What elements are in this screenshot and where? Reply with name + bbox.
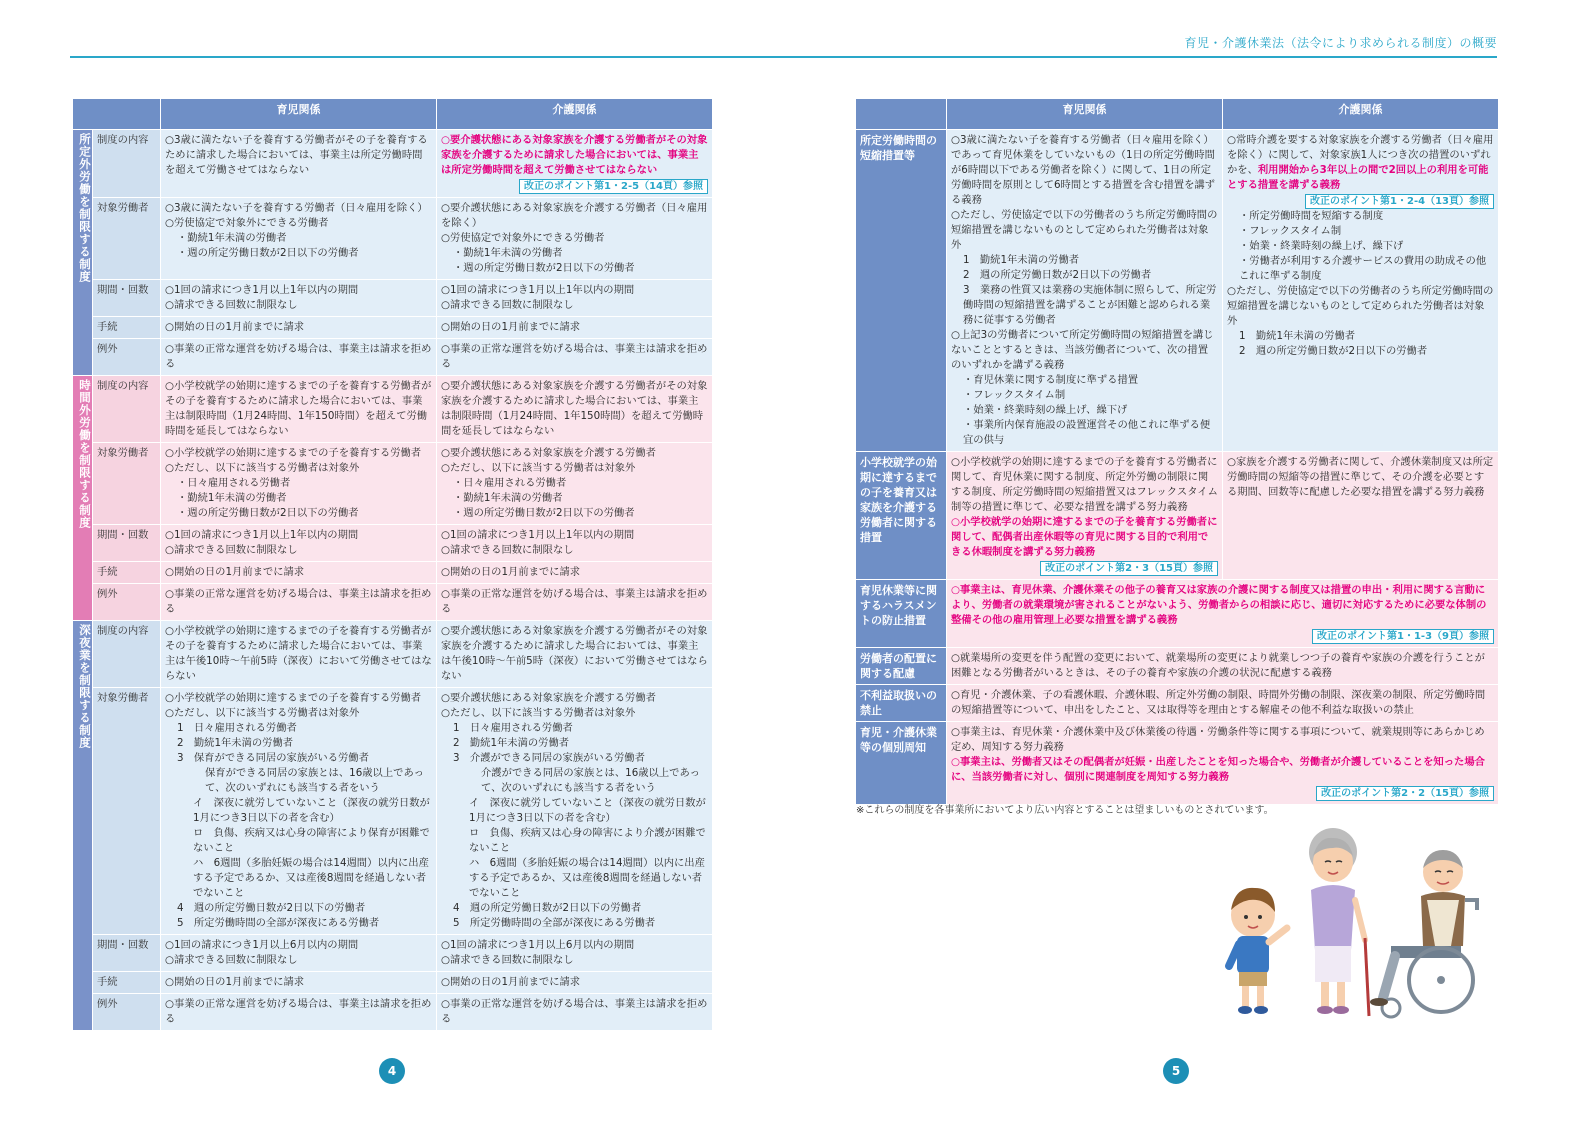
cell-line: ○要介護状態にある対象家族を介護する労働者（日々雇用を除く）: [441, 202, 708, 229]
cell-line: 1 日々雇用される労働者: [453, 722, 573, 734]
cell-line: ○開始の日の1月前までに請求: [165, 321, 305, 333]
cell-line: 2 週の所定労働日数が2日以下の労働者: [963, 269, 1152, 281]
section-title: 時間外労働を制限する制度: [78, 379, 92, 529]
cell-ikuji: [161, 994, 437, 1031]
cell-line: ○要介護状態にある対象家族を介護する労働者: [441, 692, 656, 704]
row-label: 不利益取扱いの禁止: [856, 685, 947, 722]
table-corner: [73, 99, 161, 130]
table-row: [73, 688, 713, 935]
table-row: [73, 621, 713, 688]
cell-line: ○事業の正常な運営を妨げる場合は、事業主は請求を拒める: [165, 998, 432, 1025]
row-label: 制度の内容: [93, 130, 161, 198]
cell-line: ○3歳に満たない子を養育する労働者（日々雇用を除く）であって育児休業をしていないもの（1日の所定労働時間が6時間以下である労働者を除く）に関して、1日の所定労働時間を原則として6時間とする措置を含む措置を講ずる義務: [951, 134, 1215, 206]
cell-line: ○要介護状態にある対象家族を介護する労働者がその対象家族を介護するために請求した場合においては、事業主は制限時間（1月24時間、1年150時間）を超えて労働時間を延長してはならない: [441, 380, 708, 437]
cell-line: ○請求できる回数に制限なし: [165, 299, 298, 311]
cell-line: ○事業の正常な運営を妨げる場合は、事業主は請求を拒める: [165, 343, 432, 370]
table-row: [73, 339, 713, 376]
cell-kaigo: [437, 994, 713, 1031]
cell-ikuji: [161, 584, 437, 621]
cell-line: ・育児休業に関する制度に準ずる措置: [963, 374, 1139, 386]
table-row: [856, 648, 1499, 685]
table-row: [73, 584, 713, 621]
left-overview-table: [72, 98, 713, 1031]
row-label: 例外: [93, 339, 161, 376]
cell-line: ○事業の正常な運営を妨げる場合は、事業主は請求を拒める: [165, 588, 432, 615]
cell-line: ハ 6週間（多胎妊娠の場合は14週間）以内に出産する予定であるか、又は産後8週間を経過しない者でないこと: [193, 857, 429, 899]
row-label: 期間・回数: [93, 280, 161, 317]
reform-point-link[interactable]: 改正のポイント第1・2-4（13頁）参照: [1305, 194, 1494, 209]
cell-text: ○常時介護を要する対象家族を介護する労働者（日々雇用を除く）に関して、対象家族1人につき次の措置のいずれかを、: [1227, 134, 1494, 176]
cell-kaigo: [437, 972, 713, 994]
cell-merged: [947, 580, 1499, 648]
cell-ikuji: [161, 317, 437, 339]
cell-line: ○請求できる回数に制限なし: [165, 544, 298, 556]
table-row: [73, 376, 713, 443]
cell-line: 5 所定労働時間の全部が深夜にある労働者: [177, 917, 380, 929]
page-number-right: 5: [1163, 1058, 1189, 1084]
cell-line: ・週の所定労働日数が2日以下の労働者: [177, 507, 359, 519]
cell-line: ・所定労働時間を短縮する制度: [1239, 210, 1384, 222]
table-row: [73, 198, 713, 280]
cell-line: ○1回の請求につき1月以上6月以内の期間: [165, 939, 359, 951]
amended-text: 利用開始から3年以上の間で2回以上の利用を可能とする措置を講ずる義務: [1227, 164, 1489, 191]
row-label: 手続: [93, 317, 161, 339]
reform-point-link[interactable]: 改正のポイント第2・3（15頁）参照: [1040, 561, 1218, 576]
grandmother-figure: [1309, 828, 1369, 1016]
family-illustration: [1215, 820, 1505, 1025]
cell-line: ○ただし、以下に該当する労働者は対象外: [441, 707, 636, 719]
cell-kaigo: [437, 688, 713, 935]
row-label: 対象労働者: [93, 443, 161, 525]
amended-text: ○事業主は、労働者又はその配偶者が妊娠・出産したことを知った場合や、労働者が介護していることを知った場合に、当該労働者に対し、個別に関連制度を周知する努力義務: [951, 756, 1485, 783]
row-label: 手続: [93, 562, 161, 584]
row-label: 期間・回数: [93, 525, 161, 562]
grandfather-wheelchair-figure: [1370, 850, 1477, 1017]
cell-kaigo: [1223, 130, 1499, 452]
cell-kaigo: [437, 584, 713, 621]
row-label: 対象労働者: [93, 688, 161, 935]
cell-text: ○小学校就学の始期に達するまでの子を養育する労働者に関して、育児休業に関する制度、所定外労働の制限に関する制度、所定労働時間の短縮措置又はフレックスタイム制等の措置に準じて、必要な措置を講ずる努力義務: [951, 456, 1218, 513]
section-title: 所定外労働を制限する制度: [78, 133, 92, 283]
cell-ikuji: [161, 198, 437, 280]
cell-line: 4 週の所定労働日数が2日以下の労働者: [453, 902, 642, 914]
cell-line: 4 週の所定労働日数が2日以下の労働者: [177, 902, 366, 914]
cell-line: ○要介護状態にある対象家族を介護する労働者: [441, 447, 656, 459]
cell-line: ・フレックスタイム制: [963, 389, 1066, 401]
cell-line: 保育ができる同居の家族とは、16歳以上であって、次のいずれにも該当する者をいう: [205, 767, 424, 794]
row-label: 例外: [93, 584, 161, 621]
cell-kaigo: [437, 130, 713, 198]
cell-line: 3 保育ができる同居の家族がいる労働者: [177, 752, 369, 764]
row-label: 育児休業等に関するハラスメントの防止措置: [856, 580, 947, 648]
row-label: 育児・介護休業等の個別周知: [856, 722, 947, 805]
table-row: [73, 525, 713, 562]
cell-line: ロ 負傷、疾病又は心身の障害により保育が困難でないこと: [193, 827, 430, 854]
table-row: [856, 580, 1499, 648]
cell-line: ・フレックスタイム制: [1239, 225, 1342, 237]
cell-line: ・労働者が利用する介護サービスの費用の助成その他これに準ずる制度: [1239, 255, 1487, 282]
cell-line: ・週の所定労働日数が2日以下の労働者: [177, 247, 359, 259]
table-corner: [856, 99, 947, 130]
table-row: [73, 317, 713, 339]
cell-line: ○開始の日の1月前までに請求: [441, 976, 581, 988]
cell-ikuji: [161, 339, 437, 376]
page-number-left: 4: [379, 1058, 405, 1084]
table-row: [73, 130, 713, 198]
cell-kaigo: [437, 621, 713, 688]
row-label: 労働者の配置に関する配慮: [856, 648, 947, 685]
cell-text: ○事業主は、育児休業・介護休業中及び休業後の待遇・労働条件等に関する事項について、就業規則等にあらかじめ定め、周知する努力義務: [951, 726, 1485, 753]
row-label: 期間・回数: [93, 935, 161, 972]
cell-kaigo: [437, 198, 713, 280]
table-row: [73, 280, 713, 317]
cell-line: ・勤続1年未満の労働者: [453, 492, 563, 504]
cell-line: ○労使協定で対象外にできる労働者: [441, 232, 605, 244]
header-title: 育児・介護休業法（法令により求められる制度）の概要: [1184, 36, 1497, 50]
cell-ikuji: [161, 525, 437, 562]
cell-kaigo: [437, 443, 713, 525]
cell-line: ○ただし、労使協定で以下の労働者のうち所定労働時間の短縮措置を講じないものとして定められた労働者は対象外: [1227, 285, 1494, 327]
cell-line: 1 勤続1年未満の労働者: [963, 254, 1080, 266]
amended-text: ○小学校就学の始期に達するまでの子を養育する労働者に関して、配偶者出産休暇等の育児に関する目的で利用できる休暇制度を講ずる努力義務: [951, 516, 1218, 558]
cell-line: ・日々雇用される労働者: [453, 477, 567, 489]
cell-line: ロ 負傷、疾病又は心身の障害により介護が困難でないこと: [469, 827, 706, 854]
cell-line: ○1回の請求につき1月以上1年以内の期間: [441, 529, 635, 541]
cell-kaigo: [437, 525, 713, 562]
cell-line: 2 勤続1年未満の労働者: [453, 737, 570, 749]
cell-line: 1 日々雇用される労働者: [177, 722, 297, 734]
cell-kaigo: [437, 280, 713, 317]
row-label: 手続: [93, 972, 161, 994]
cell-ikuji: [947, 130, 1223, 452]
table-row: [856, 722, 1499, 805]
cell-ikuji: [161, 376, 437, 443]
child-figure: [1229, 888, 1287, 1014]
cell-kaigo: [1223, 452, 1499, 580]
cell-line: ○請求できる回数に制限なし: [441, 954, 574, 966]
cell-ikuji: [161, 443, 437, 525]
column-header-kaigo: 介護関係: [1223, 99, 1499, 130]
cell-ikuji: [161, 130, 437, 198]
cell-ikuji: [161, 621, 437, 688]
cell-text: ○育児・介護休業、子の看護休暇、介護休暇、所定外労働の制限、時間外労働の制限、深夜業の制限、所定労働時間の短縮措置等について、申出をしたこと、又は取得等を理由とする解雇その他不利益な取扱いの禁止: [951, 689, 1486, 716]
cell-line: ○開始の日の1月前までに請求: [441, 566, 581, 578]
table-row: [856, 130, 1499, 452]
cell-line: ○上記3の労働者について所定労働時間の短縮措置を講じないこととするときは、当該労働者について、次の措置のいずれかを講ずる義務: [951, 329, 1214, 371]
cell-line: ○ただし、以下に該当する労働者は対象外: [165, 462, 360, 474]
reform-point-link[interactable]: 改正のポイント第1・2-5（14頁）参照: [519, 179, 708, 194]
cell-line: ○ただし、以下に該当する労働者は対象外: [441, 462, 636, 474]
cell-ikuji: [947, 452, 1223, 580]
cell-line: ○1回の請求につき1月以上1年以内の期間: [441, 284, 635, 296]
amended-text: ○要介護状態にある対象家族を介護する労働者がその対象家族を介護するために請求した場合においては、事業主は所定労働時間を超えて労働させてはならない: [441, 134, 708, 176]
cell-line: ○開始の日の1月前までに請求: [165, 566, 305, 578]
reform-point-link[interactable]: 改正のポイント第2・2（15頁）参照: [1316, 786, 1494, 801]
cell-ikuji: [161, 935, 437, 972]
row-label: 対象労働者: [93, 198, 161, 280]
cell-line: ○小学校就学の始期に達するまでの子を養育する労働者: [165, 692, 422, 704]
cell-merged: [947, 685, 1499, 722]
cell-ikuji: [161, 280, 437, 317]
table-row: [73, 935, 713, 972]
cell-line: ○3歳に満たない子を養育する労働者（日々雇用を除く）: [165, 202, 428, 214]
cell-line: イ 深夜に就労していないこと（深夜の就労日数が1月につき3日以下の者を含む）: [469, 797, 706, 824]
cell-line: ○請求できる回数に制限なし: [441, 544, 574, 556]
cell-line: ハ 6週間（多胎妊娠の場合は14週間）以内に出産する予定であるか、又は産後8週間を経過しない者でないこと: [469, 857, 705, 899]
cell-line: ○3歳に満たない子を養育する労働者がその子を養育するために請求した場合においては、事業主は所定労働時間を超えて労働させてはならない: [165, 134, 428, 176]
cell-line: 2 週の所定労働日数が2日以下の労働者: [1239, 345, 1428, 357]
cell-line: イ 深夜に就労していないこと（深夜の就労日数が1月につき3日以下の者を含む）: [193, 797, 430, 824]
cell-line: ・週の所定労働日数が2日以下の労働者: [453, 262, 635, 274]
row-label: 所定労働時間の短縮措置等: [856, 130, 947, 452]
header-divider: [70, 56, 1497, 58]
cell-kaigo: [437, 376, 713, 443]
cell-line: ○請求できる回数に制限なし: [165, 954, 298, 966]
cell-line: ・勤続1年未満の労働者: [177, 492, 287, 504]
cell-line: 1 勤続1年未満の労働者: [1239, 330, 1356, 342]
cell-line: ○小学校就学の始期に達するまでの子を養育する労働者がその子を養育するために請求した場合においては、事業主は午後10時〜午前5時（深夜）において労働させてはならない: [165, 625, 432, 682]
cell-line: ・事業所内保育施設の設置運営その他これに準ずる便宜の供与: [963, 419, 1211, 446]
table-row: [73, 972, 713, 994]
cell-line: ○事業の正常な運営を妨げる場合は、事業主は請求を拒める: [441, 998, 708, 1025]
right-overview-table: [855, 98, 1499, 805]
cell-line: ○開始の日の1月前までに請求: [441, 321, 581, 333]
cell-line: ○小学校就学の始期に達するまでの子を養育する労働者: [165, 447, 422, 459]
table-row: [856, 452, 1499, 580]
cell-line: ○小学校就学の始期に達するまでの子を養育する労働者がその子を養育するために請求した場合においては、事業主は制限時間（1月24時間、1年150時間）を超えて労働時間を延長してはならない: [165, 380, 432, 437]
cell-text: ○家族を介護する労働者に関して、介護休業制度又は所定労働時間の短縮等の措置に準じて、その介護を必要とする期間、回数等に配慮した必要な措置を講ずる努力義務: [1227, 456, 1494, 498]
section-label: [73, 130, 93, 376]
row-label: 制度の内容: [93, 376, 161, 443]
cell-line: ○1回の請求につき1月以上1年以内の期間: [165, 284, 359, 296]
cell-line: ○請求できる回数に制限なし: [441, 299, 574, 311]
column-header-kaigo: 介護関係: [437, 99, 713, 130]
cell-line: ・始業・終業時刻の繰上げ、繰下げ: [1239, 240, 1404, 252]
section-title: 深夜業を制限する制度: [78, 624, 92, 749]
cell-line: ・始業・終業時刻の繰上げ、繰下げ: [963, 404, 1128, 416]
cell-line: 3 介護ができる同居の家族がいる労働者: [453, 752, 645, 764]
column-header-ikuji: 育児関係: [161, 99, 437, 130]
cell-line: 5 所定労働時間の全部が深夜にある労働者: [453, 917, 656, 929]
section-label: [73, 376, 93, 621]
cell-ikuji: [161, 562, 437, 584]
cell-line: ・日々雇用される労働者: [177, 477, 291, 489]
row-label: 制度の内容: [93, 621, 161, 688]
cell-merged: [947, 722, 1499, 805]
column-header-ikuji: 育児関係: [947, 99, 1223, 130]
cell-text: ○就業場所の変更を伴う配置の変更において、就業場所の変更により就業しつつ子の養育や家族の介護を行うことが困難となる労働者がいるときは、その子の養育や家族の介護の状況に配慮する義務: [951, 652, 1485, 679]
cell-merged: [947, 648, 1499, 685]
cell-line: ○労使協定で対象外にできる労働者: [165, 217, 329, 229]
cell-line: ○1回の請求につき1月以上6月以内の期間: [441, 939, 635, 951]
cell-line: 介護ができる同居の家族とは、16歳以上であって、次のいずれにも該当する者をいう: [481, 767, 700, 794]
cell-line: ○要介護状態にある対象家族を介護する労働者がその対象家族を介護するために請求した場合においては、事業主は午後10時〜午前5時（深夜）において労働させてはならない: [441, 625, 708, 682]
cell-line: ○ただし、以下に該当する労働者は対象外: [165, 707, 360, 719]
cell-line: ・週の所定労働日数が2日以下の労働者: [453, 507, 635, 519]
table-row: [856, 685, 1499, 722]
cell-line: ○ただし、労使協定で以下の労働者のうち所定労働時間の短縮措置を講じないものとして定められた労働者は対象外: [951, 209, 1218, 251]
cell-kaigo: [437, 935, 713, 972]
cell-kaigo: [437, 562, 713, 584]
cell-line: 2 勤続1年未満の労働者: [177, 737, 294, 749]
cell-line: ・勤続1年未満の労働者: [453, 247, 563, 259]
cell-line: ○事業の正常な運営を妨げる場合は、事業主は請求を拒める: [441, 343, 708, 370]
cell-ikuji: [161, 972, 437, 994]
cell-line: 3 業務の性質又は業務の実施体制に照らして、所定労働時間の短縮措置を講ずることが困難と認められる業務に従事する労働者: [963, 284, 1217, 326]
cell-line: ○1回の請求につき1月以上1年以内の期間: [165, 529, 359, 541]
cell-kaigo: [437, 317, 713, 339]
row-label: 例外: [93, 994, 161, 1031]
footnote: ※これらの制度を各事業所においてより広い内容とすることは望ましいものとされています。: [856, 805, 1274, 816]
amended-text: ○事業主は、育児休業、介護休業その他子の養育又は家族の介護に関する制度又は措置の申出・利用に関する言動により、労働者の就業環境が害されることがないよう、労働者からの相談に応じ、適切に対応するために必要な体制の整備その他の雇用管理上必要な措置を講ずる義務: [951, 584, 1487, 626]
table-row: [73, 443, 713, 525]
reform-point-link[interactable]: 改正のポイント第1・1-3（9頁）参照: [1312, 629, 1494, 644]
cell-line: ○開始の日の1月前までに請求: [165, 976, 305, 988]
row-label: 小学校就学の始期に達するまでの子を養育又は家族を介護する労働者に関する措置: [856, 452, 947, 580]
cell-list: [1227, 209, 1494, 359]
cell-ikuji: [161, 688, 437, 935]
cell-line: ・勤続1年未満の労働者: [177, 232, 287, 244]
cell-kaigo: [437, 339, 713, 376]
table-row: [73, 994, 713, 1031]
section-label: [73, 621, 93, 1031]
table-row: [73, 562, 713, 584]
cell-line: ○事業の正常な運営を妨げる場合は、事業主は請求を拒める: [441, 588, 708, 615]
